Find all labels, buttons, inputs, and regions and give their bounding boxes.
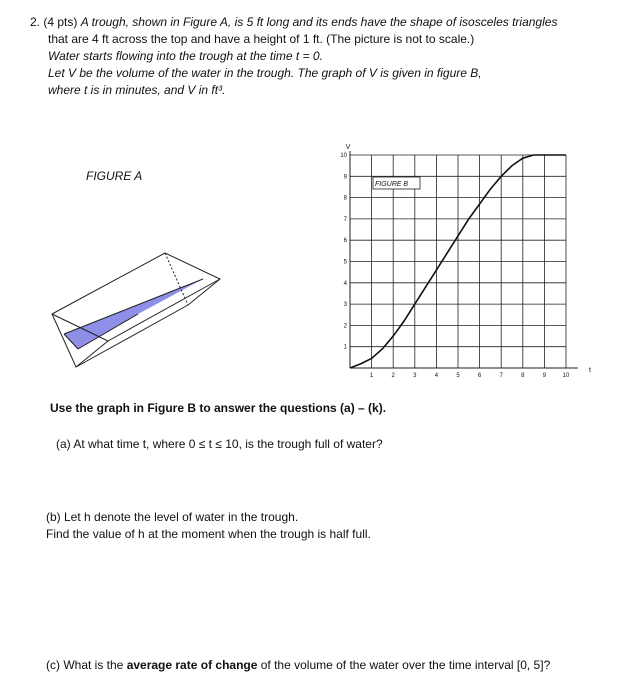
question-c-prefix: (c) What is the [46,658,127,672]
y-tick-label: 9 [343,174,347,181]
question-b-line-2: Find the value of h at the moment when the trough is half full. [46,527,371,541]
chart-title: FIGURE B [375,181,409,188]
x-tick-label: 10 [562,373,570,379]
problem-points: (4 pts) [43,15,78,29]
y-tick-label: 10 [340,153,347,159]
x-tick-label: 7 [499,373,503,379]
problem-line-1 [30,14,557,31]
chart-xlabel: t [589,367,591,374]
y-tick-label: 8 [343,195,347,202]
y-tick-label: 5 [343,259,347,266]
x-tick-label: 2 [391,373,395,379]
y-tick-label: 6 [343,238,347,245]
problem-line-3: Water starts flowing into the trough at the time t = 0. [48,49,323,63]
question-c-suffix: of the volume of the water over the time interval [0, 5]? [257,658,551,672]
x-tick-label: 9 [542,373,547,379]
question-c [46,657,550,673]
problem-statement [30,14,557,99]
x-tick-label: 6 [477,373,482,379]
problem-number: 2. [30,15,41,29]
y-tick-label: 4 [343,280,347,287]
y-tick-label: 7 [343,216,347,223]
y-tick-label: 3 [343,302,347,309]
question-c-bold: average rate of change [126,658,258,672]
x-tick-label: 8 [521,373,525,379]
chart-ylabel: V [345,144,351,151]
instructions: Use the graph in Figure B to answer the questions (a) – (k). [50,401,387,415]
figure-a-label: FIGURE A [86,169,143,183]
x-tick-label: 5 [456,373,460,379]
y-tick-label: 2 [343,323,347,330]
water-fill [64,279,203,349]
problem-line-1-text: A trough, shown in Figure A, is 5 ft long and its ends have the shape of isosceles triangles [80,15,558,29]
x-tick-label: 3 [413,373,417,379]
problem-line-2: that are 4 ft across the top and have a height of 1 ft. (The picture is not to scale.) [48,32,475,46]
x-tick-label: 4 [434,373,439,379]
question-b-line-1: (b) Let h denote the level of water in the trough. [46,510,299,524]
y-tick-label: 1 [343,344,347,351]
figure-b-chart [330,140,620,390]
question-a: (a) At what time t, where 0 ≤ t ≤ 10, is the trough full of water? [56,437,383,451]
problem-line-5: where t is in minutes, and V in ft³. [48,83,226,97]
figure-a-trough [40,250,230,380]
x-tick-label: 1 [369,373,374,379]
problem-line-4: Let V be the volume of the water in the trough. The graph of V is given in figure B, [48,66,482,80]
